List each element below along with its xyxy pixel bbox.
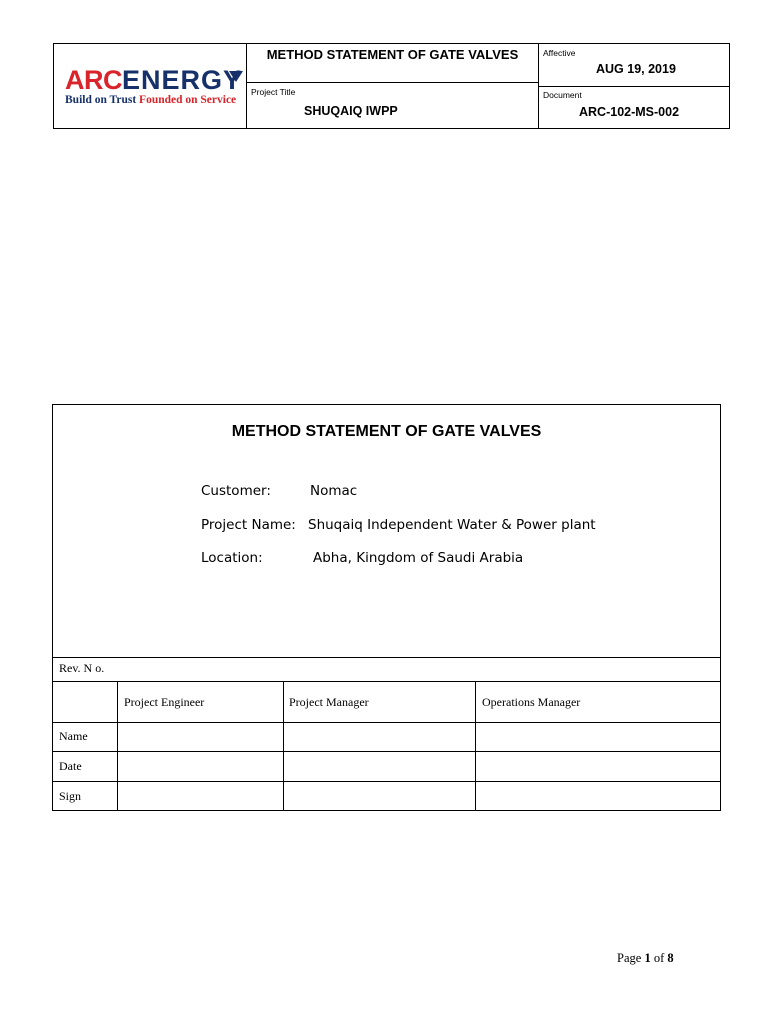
table-rule: [475, 681, 476, 811]
table-rule: [53, 657, 720, 658]
header-divider: [538, 86, 729, 87]
project-name-value: Shuqaiq Independent Water & Power plant: [308, 517, 596, 533]
location-value: Abha, Kingdom of Saudi Arabia: [313, 550, 524, 566]
document-number: ARC-102-MS-002: [579, 105, 680, 119]
row-label-date: Date: [59, 759, 82, 773]
customer-value: Nomac: [310, 483, 358, 499]
column-header-project-manager: Project Manager: [289, 695, 369, 709]
company-logo: [61, 63, 241, 113]
location-label: Location:: [201, 550, 263, 566]
document-label: Document: [543, 90, 582, 100]
document-header: [53, 43, 730, 129]
cover-box: [52, 404, 721, 811]
project-name-label: Project Name:: [201, 517, 296, 533]
table-rule: [53, 722, 720, 723]
row-label-name: Name: [59, 729, 88, 743]
table-rule: [283, 681, 284, 811]
affective-label: Affective: [543, 48, 576, 58]
logo-triangle-icon: [229, 71, 243, 82]
row-label-sign: Sign: [59, 789, 82, 803]
cover-title: METHOD STATEMENT OF GATE VALVES: [231, 423, 542, 440]
project-title-value: SHUQAIQ IWPP: [304, 104, 398, 118]
table-rule: [53, 681, 720, 682]
page-number: Page 1 of 8: [617, 951, 674, 965]
logo-wordmark: ARCENERGY: [65, 65, 243, 95]
project-title-label: Project Title: [251, 87, 296, 97]
table-rule: [53, 781, 720, 782]
affective-date: AUG 19, 2019: [596, 62, 676, 76]
header-document-title: METHOD STATEMENT OF GATE VALVES: [266, 47, 519, 62]
table-rule: [53, 751, 720, 752]
table-rule: [117, 681, 118, 811]
header-divider: [246, 82, 539, 83]
rev-no-label: Rev. N o.: [59, 661, 105, 675]
column-header-operations-manager: Operations Manager: [482, 695, 581, 709]
column-header-project-engineer: Project Engineer: [124, 695, 205, 709]
logo-tagline: Build on Trust Founded on Service: [65, 94, 237, 106]
customer-label: Customer:: [201, 483, 271, 499]
